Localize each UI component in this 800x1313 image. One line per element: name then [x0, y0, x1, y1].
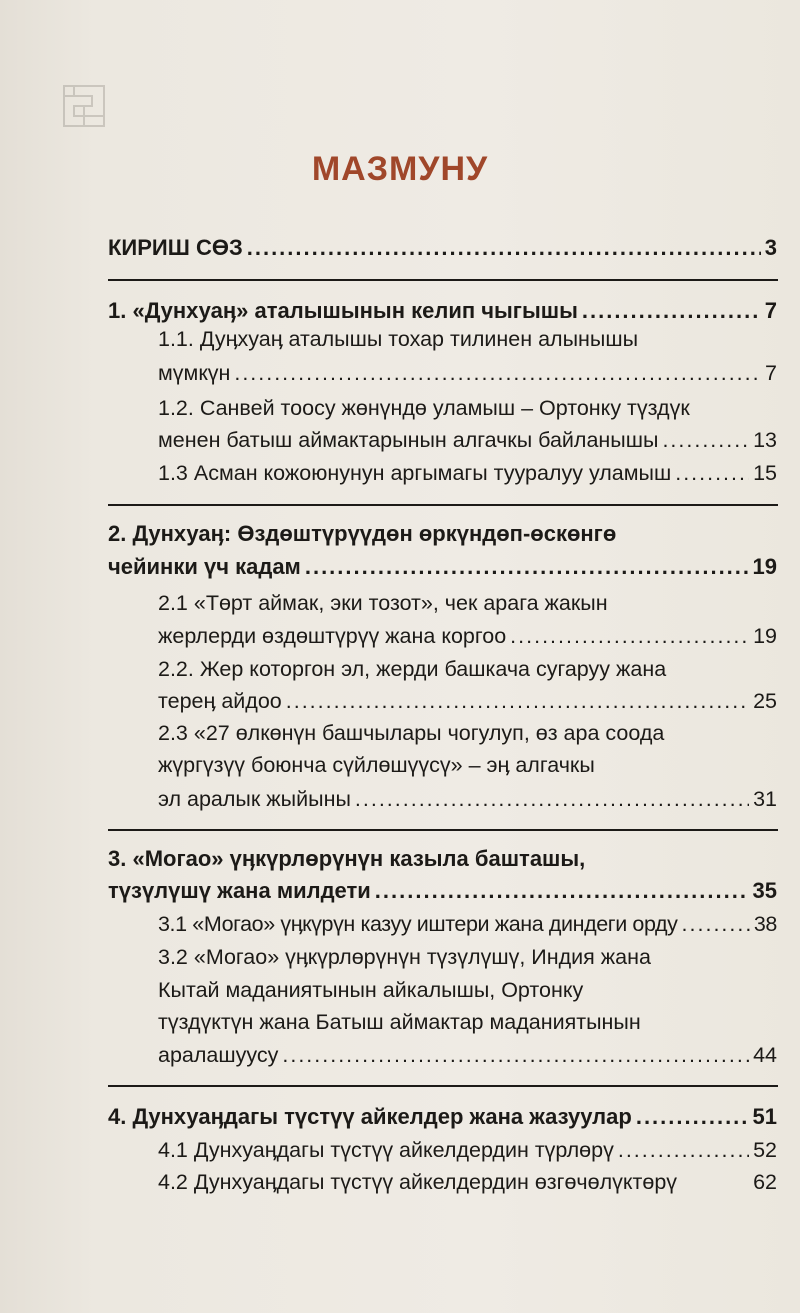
- toc-entry-text: түзүлүшү жана милдети: [108, 878, 371, 903]
- toc-entry-page: 3: [764, 235, 777, 260]
- toc-entry-text: эл аралык жыйыны: [158, 787, 351, 811]
- toc-entry-section-2-line1: [108, 519, 777, 549]
- toc-entry-2-3: [158, 784, 777, 814]
- toc-entry-section-2: [108, 552, 777, 582]
- toc-entry-text: 3. «Могао» үӊкүрлөрүнүн казыла башташы,: [108, 846, 586, 871]
- toc-entry-text: 2.1 «Төрт аймак, эки тозот», чек арага жакын: [158, 591, 608, 615]
- toc-entry-section-1: [108, 296, 777, 326]
- toc-entry-text: 4. Дунхуаӊдагы түстүү айкелдер жана жазуулар: [108, 1104, 632, 1129]
- toc-entry-3-2: [158, 1040, 777, 1070]
- toc-entry-2-2-line1: [158, 654, 777, 684]
- leader-dots: [682, 909, 750, 939]
- toc-entry-page: 38: [753, 912, 777, 936]
- toc-entry-text: 4.1 Дунхуаӊдагы түстүү айкелдердин түрлөрү: [158, 1138, 614, 1162]
- toc-entry-text: мүмкүн: [158, 361, 231, 385]
- leader-dots: [286, 686, 749, 716]
- leader-dots: [636, 1102, 749, 1132]
- toc-entry-text: 2.2. Жер которгон эл, жерди башкача сугаруу жана: [158, 657, 667, 681]
- toc-entry-text: 3.2 «Могао» үӊкүрлөрүнүн түзүлүшү, Индия жана: [158, 945, 651, 969]
- section-divider: [108, 1085, 778, 1087]
- section-divider: [108, 504, 778, 506]
- toc-entry-text: 4.2 Дунхуаӊдагы түстүү айкелдердин өзгөчөлүктөрү: [158, 1170, 678, 1194]
- leader-dots: [282, 1040, 749, 1070]
- toc-entry-text: 1.3 Асман кожоюнунун аргымагы тууралуу уламыш: [158, 461, 672, 485]
- toc-entry-text: 3.1 «Могао» үӊкүрүн казуу иштери жана диндеги орду: [158, 912, 678, 936]
- toc-entry-section-4: [108, 1102, 777, 1132]
- toc-entry-2-2: [158, 686, 777, 716]
- ornament-icon: [62, 84, 106, 128]
- leader-dots: [675, 458, 749, 488]
- toc-entry-text: 1.1. Дуӊхуаӊ аталышы тохар тилинен алынышы: [158, 327, 639, 351]
- toc-entry-text: 1.2. Санвей тоосу жөнүндө уламыш – Ортонку түздүк: [158, 396, 690, 420]
- toc-entry-page: 25: [753, 689, 777, 713]
- toc-entry-1-2-line1: [158, 393, 777, 423]
- leader-dots: [305, 552, 749, 582]
- toc-entry-text: КИРИШ СӨЗ: [108, 235, 243, 260]
- leader-dots: [662, 425, 749, 455]
- leader-dots: [510, 621, 749, 651]
- toc-entry-3-2-line3: [158, 1007, 777, 1037]
- toc-entry-text: жерлерди өздөштүрүү жана коргоо: [158, 624, 507, 648]
- toc-entry-text: Кытай маданиятынын айкалышы, Ортонку: [158, 978, 584, 1002]
- toc-entry-text: 1. «Дунхуаӊ» аталышынын келип чыгышы: [108, 298, 578, 323]
- toc-entry-1-3: [158, 458, 777, 488]
- leader-dots: [234, 358, 761, 388]
- toc-entry-section-3: [108, 876, 777, 906]
- toc-entry-page: 44: [753, 1043, 777, 1067]
- toc-entry-1-1-line1: [158, 324, 777, 354]
- toc-entry-section-3-line1: [108, 844, 777, 874]
- leader-dots: [247, 233, 761, 263]
- toc-entry-2-1: [158, 621, 777, 651]
- toc-entry-text: түздүктүн жана Батыш аймактар маданиятынын: [158, 1010, 641, 1034]
- toc-entry-2-3-line1: [158, 718, 777, 748]
- toc-entry-page: 19: [752, 554, 777, 579]
- toc-entry-page: 62: [753, 1170, 777, 1194]
- toc-entry-1-1: [158, 358, 777, 388]
- toc-entry-page: 52: [753, 1138, 777, 1162]
- leader-dots: [618, 1135, 749, 1165]
- section-divider: [108, 829, 778, 831]
- toc-entry-4-2: [158, 1167, 777, 1197]
- toc-entry-3-2-line2: [158, 975, 777, 1005]
- section-divider: [108, 279, 778, 281]
- toc-entry-3-2-line1: [158, 942, 777, 972]
- leader-dots: [375, 876, 749, 906]
- toc-entry-page: 31: [753, 787, 777, 811]
- toc-entry-page: 7: [764, 298, 777, 323]
- toc-entry-3-1: [158, 909, 777, 939]
- toc-entry-page: 7: [765, 361, 777, 385]
- toc-entry-page: 19: [753, 624, 777, 648]
- toc-entry-1-2: [158, 425, 777, 455]
- toc-entry-page: 51: [752, 1104, 777, 1129]
- toc-entry-page: 13: [753, 428, 777, 452]
- leader-dots: [355, 784, 749, 814]
- toc-entry-text: менен батыш аймактарынын алгачкы байланышы: [158, 428, 659, 452]
- page-title: МАЗМУНУ: [311, 150, 489, 188]
- toc-entry-text: чейинки үч кадам: [108, 554, 301, 579]
- toc-entry-text: жүргүзүү боюнча сүйлөшүүсү» – эӊ алгачкы: [158, 753, 595, 777]
- toc-entry-text: 2. Дунхуаӊ: Өздөштүрүүдөн өркүндөп-өскөнгө: [108, 521, 617, 546]
- toc-entry-text: тереӊ айдоо: [158, 689, 282, 713]
- toc-entry-2-3-line2: [158, 750, 777, 780]
- toc-entry-4-1: [158, 1135, 777, 1165]
- toc-entry-page: 15: [753, 461, 777, 485]
- toc-entry-page: 35: [752, 878, 777, 903]
- leader-dots: [582, 296, 761, 326]
- toc-entry-2-1-line1: [158, 588, 777, 618]
- toc-entry-text: аралашуусу: [158, 1043, 279, 1067]
- toc-entry-introduction: [108, 233, 777, 263]
- toc-entry-text: 2.3 «27 өлкөнүн башчылары чогулуп, өз ара соода: [158, 721, 665, 745]
